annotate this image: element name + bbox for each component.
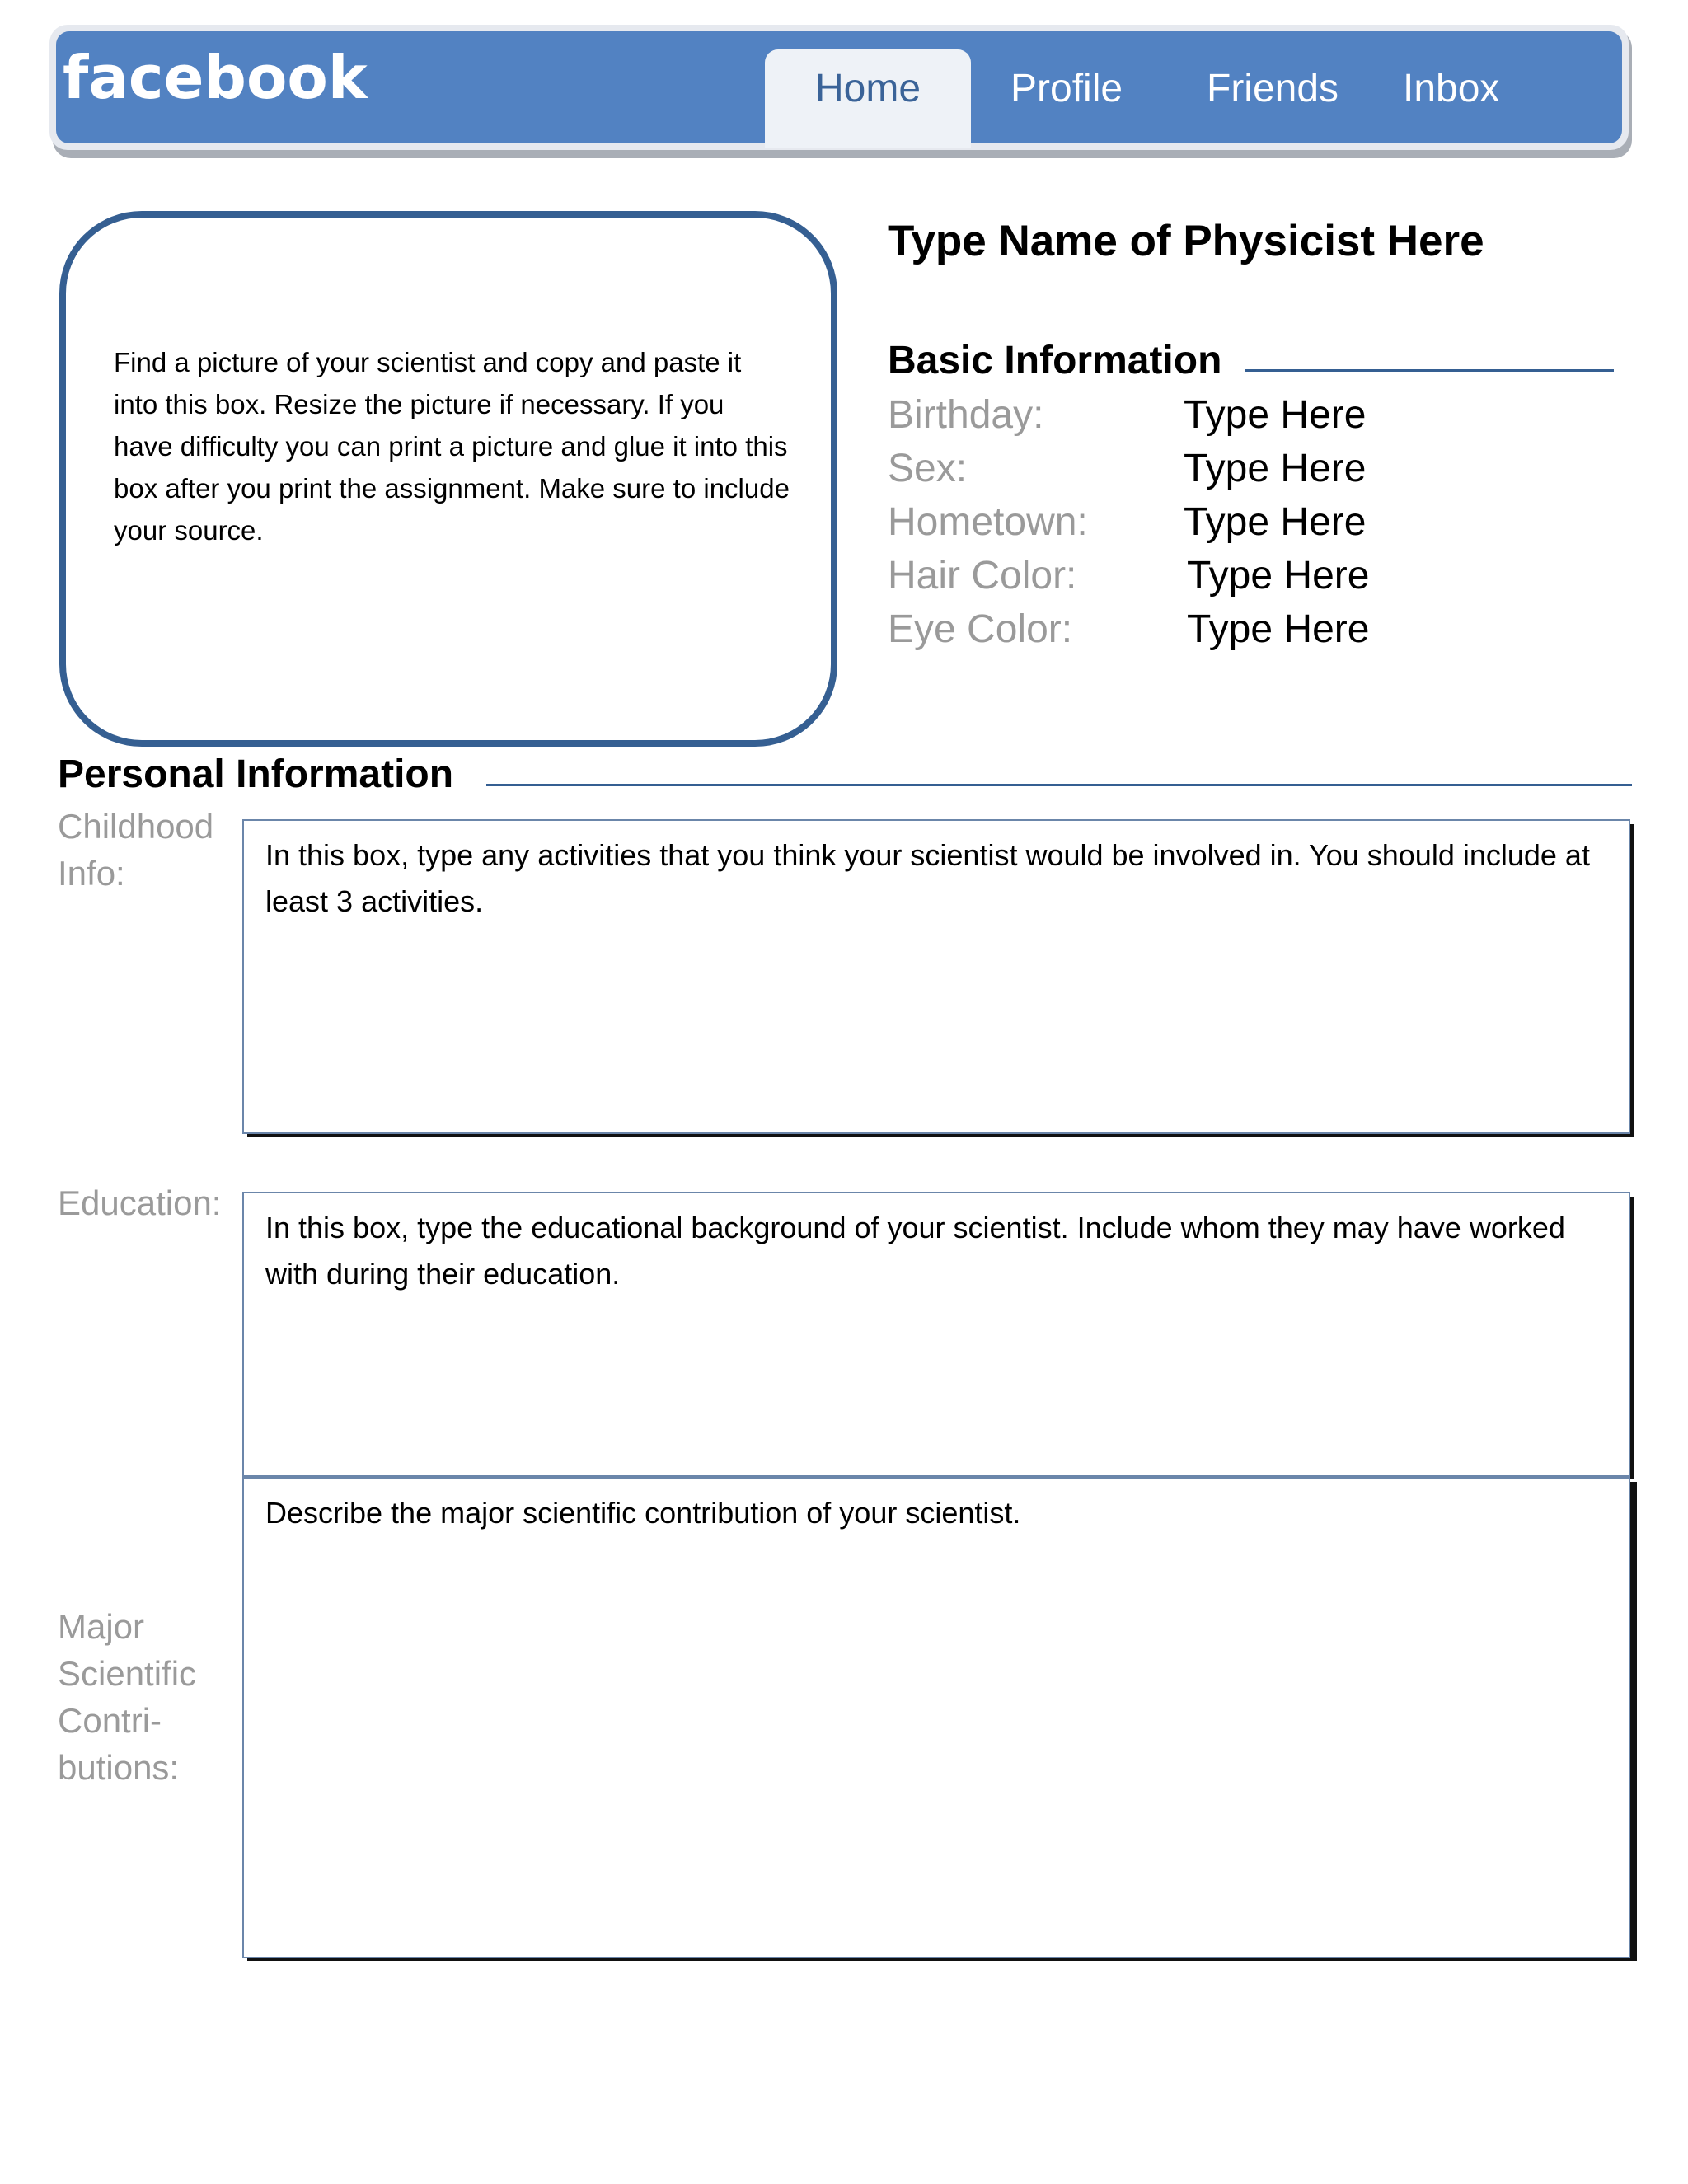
physicist-name[interactable]: Type Name of Physicist Here xyxy=(888,217,1484,265)
tab-inbox[interactable]: Inbox xyxy=(1403,67,1500,110)
basic-information-rule xyxy=(1245,369,1614,372)
personal-information-title: Personal Information xyxy=(58,752,454,796)
contributions-label-line3: Contri- xyxy=(58,1701,162,1740)
hometown-label: Hometown: xyxy=(888,500,1088,544)
contributions-label-line4: butions: xyxy=(58,1748,180,1787)
birthday-value[interactable]: Type Here xyxy=(1184,393,1367,437)
tab-home[interactable]: Home xyxy=(765,49,971,148)
tab-friends[interactable]: Friends xyxy=(1207,67,1339,110)
childhood-label xyxy=(58,803,213,897)
childhood-info-text: In this box, type any activities that you think your scientist would be involved in. You should include at least 3 activities. xyxy=(265,838,1590,918)
eye-color-label: Eye Color: xyxy=(888,607,1073,651)
hometown-value[interactable]: Type Here xyxy=(1184,500,1367,544)
hair-color-value[interactable]: Type Here xyxy=(1187,554,1370,598)
contributions-label-line1: Major xyxy=(58,1607,145,1646)
personal-information-rule xyxy=(486,784,1632,786)
hair-color-label: Hair Color: xyxy=(888,554,1077,598)
contributions-label xyxy=(58,1603,196,1791)
contributions-text: Describe the major scientific contribution of your scientist. xyxy=(265,1496,1021,1530)
contributions-label-line2: Scientific xyxy=(58,1654,197,1693)
education-label: Education: xyxy=(58,1183,222,1222)
birthday-label: Birthday: xyxy=(888,393,1044,437)
childhood-label-line1: Childhood xyxy=(58,807,214,846)
facebook-logo[interactable]: facebook xyxy=(63,43,368,112)
header-inner: facebook Home Profile Friends Inbox xyxy=(56,31,1622,143)
header-bar xyxy=(49,25,1629,150)
contributions-box[interactable] xyxy=(242,1477,1630,1958)
basic-information-title: Basic Information xyxy=(888,339,1222,382)
picture-instructions: Find a picture of your scientist and copy and paste it into this box. Resize the picture if necessary. If you have difficulty you can print a picture and glue it into this box after you print the assignment. Make sure to include your source. xyxy=(114,347,790,546)
eye-color-value[interactable]: Type Here xyxy=(1187,607,1370,651)
childhood-label-line2: Info: xyxy=(58,854,125,893)
childhood-info-box[interactable] xyxy=(242,819,1630,1134)
sex-value[interactable]: Type Here xyxy=(1184,447,1367,490)
sex-label: Sex: xyxy=(888,447,968,490)
education-text: In this box, type the educational background of your scientist. Include whom they may have worked with during their education. xyxy=(265,1211,1565,1291)
education-box[interactable] xyxy=(242,1192,1630,1477)
profile-picture-box[interactable] xyxy=(59,211,837,747)
